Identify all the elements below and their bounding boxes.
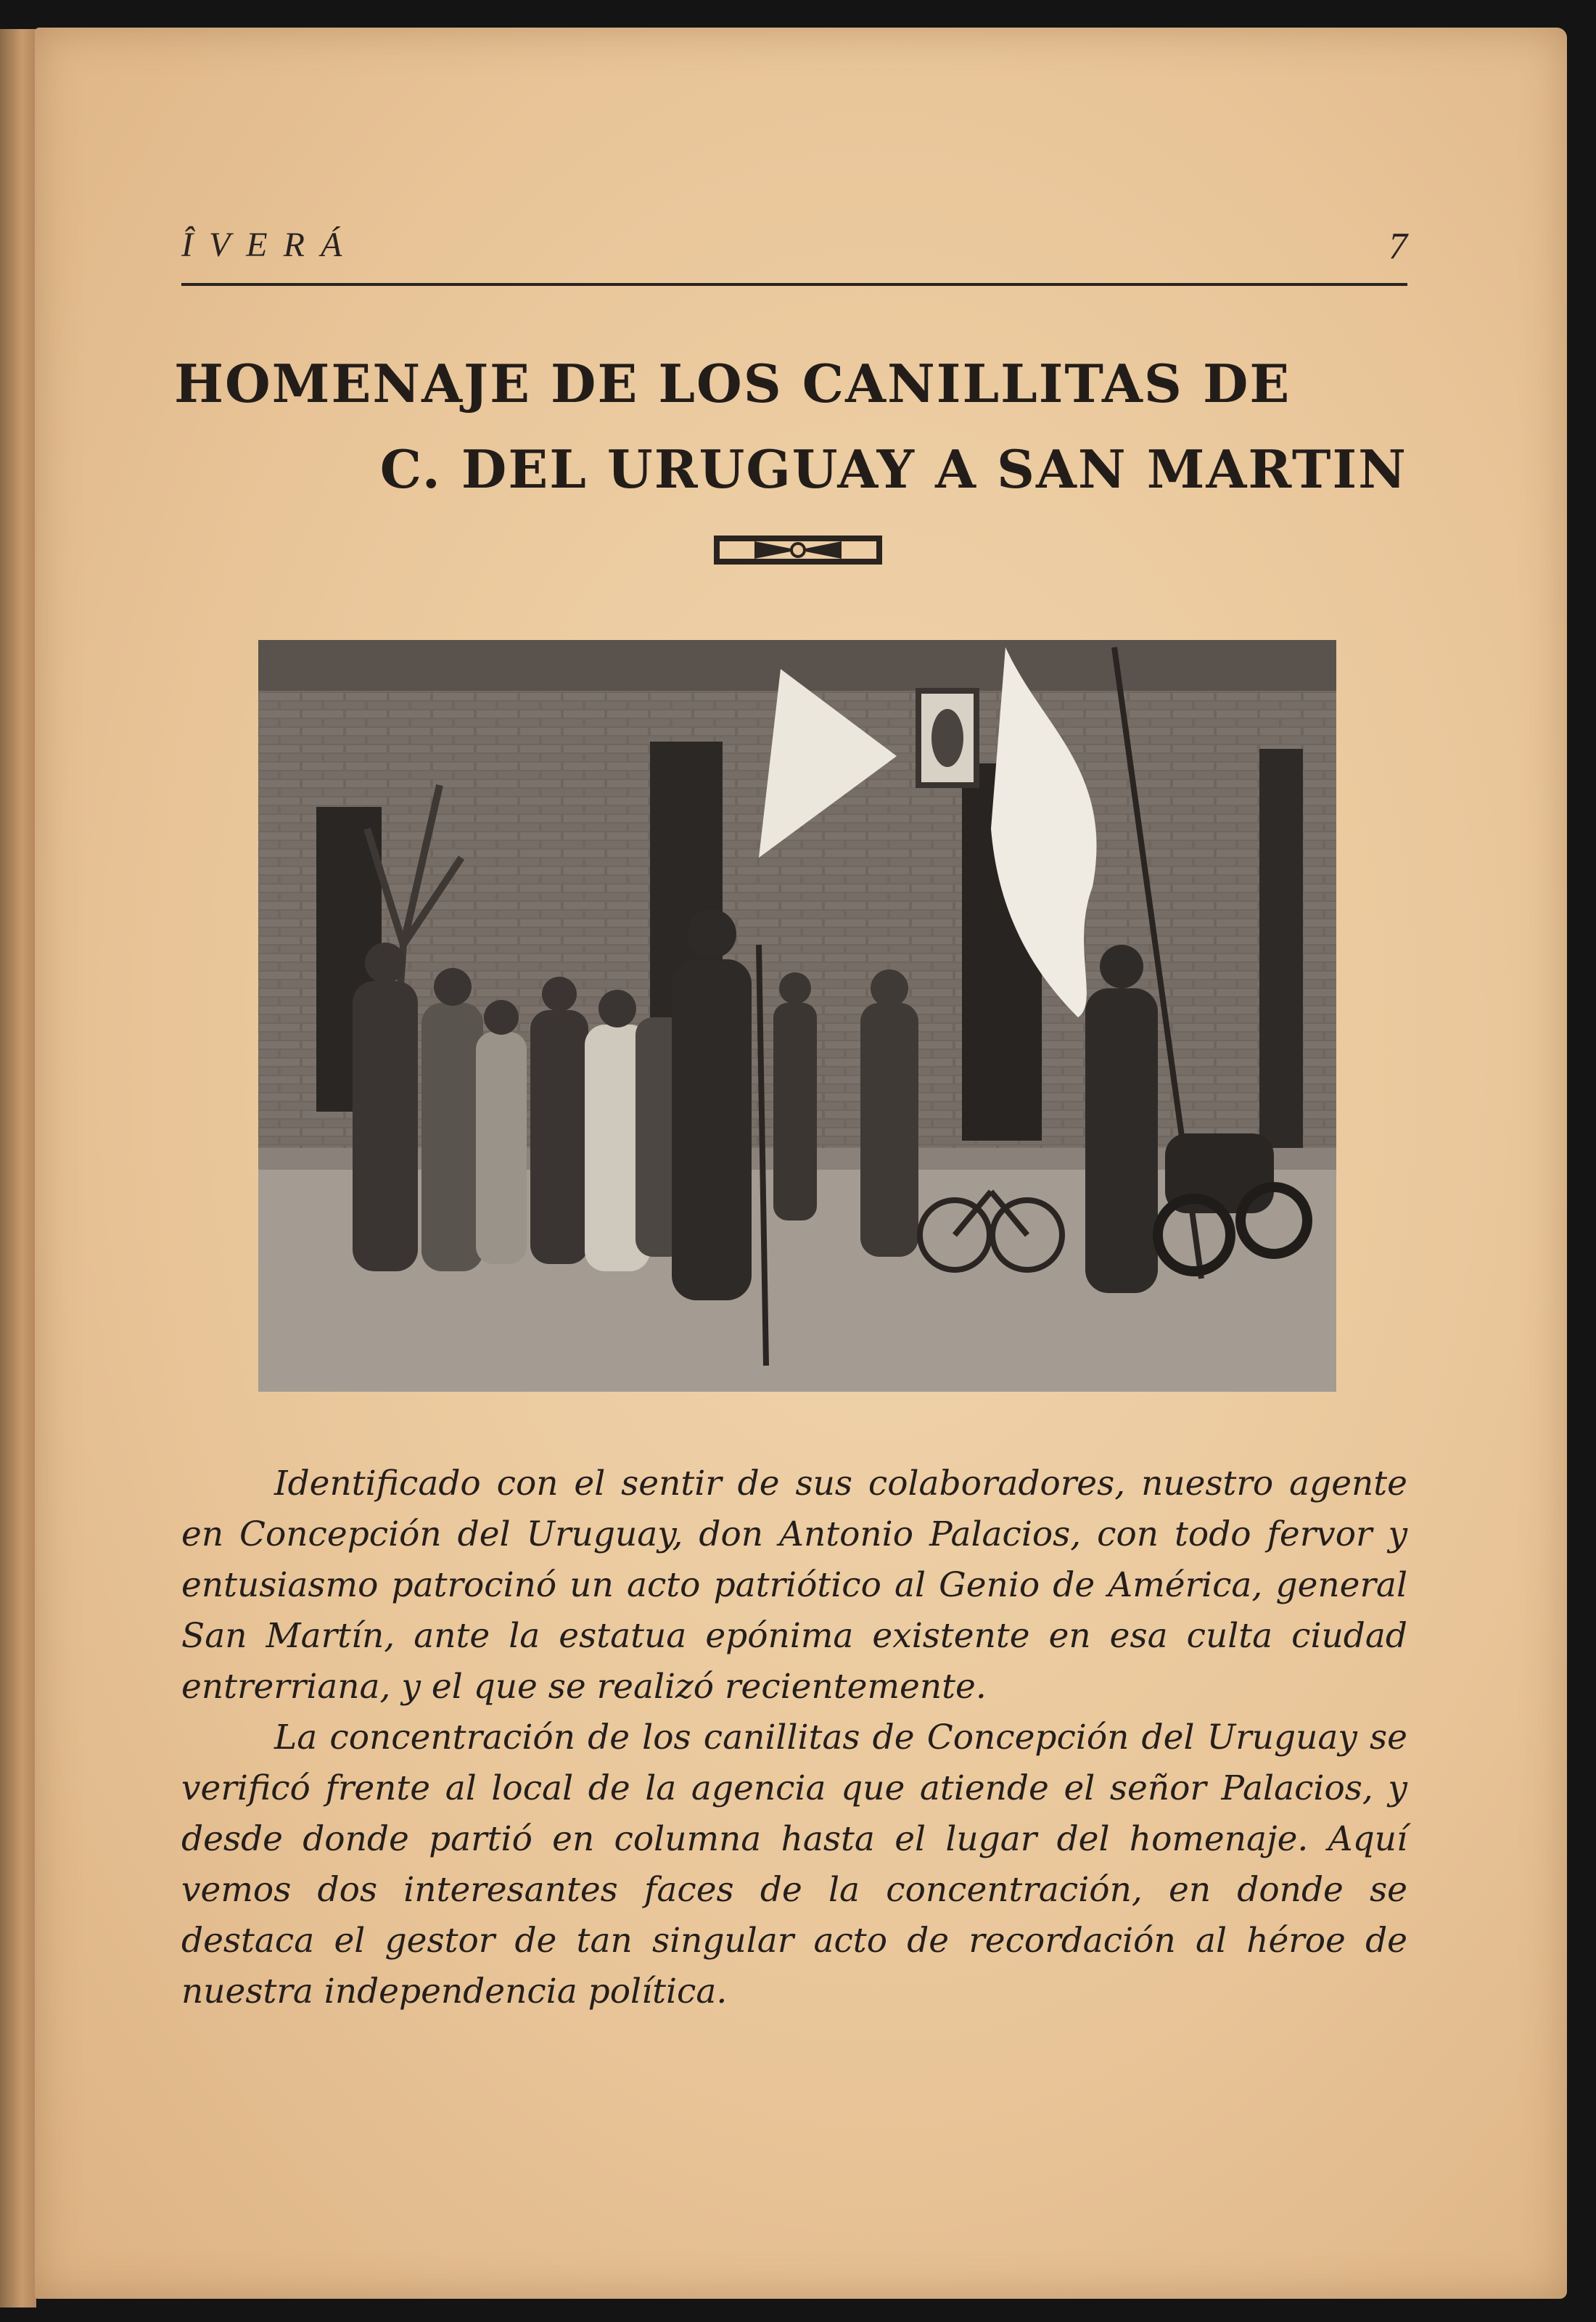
title-line-1: HOMENAJE DE LOS CANILLITAS DE <box>174 353 1291 414</box>
paragraph-2: La concentración de los canillitas de Concepción del Uruguay se verificó frente al local de la agencia que atiende el señor Palacios, y desde donde partió en columna hasta el lugar del homenaje. Aquí vemos dos interesantes faces de la concentración, en donde se destaca el gestor de tan singular acto de recordación al héroe de nuestra independencia política. <box>181 1718 1407 2011</box>
article-photo <box>258 640 1336 1392</box>
photo-street-scene <box>258 640 1336 1392</box>
paragraph-1: Identificado con el sentir de sus colaboradores, nuestro agente en Concepción del Uruguay, don Antonio Palacios, con todo fervor y entusiasmo patrocinó un acto patriótico al Genio de América, general San Martín, ante la estatua epónima existente en esa culta ciudad entrerriana, y el que se realizó recientemente. <box>181 1464 1407 1707</box>
running-head: ÎVERÁ <box>181 226 358 264</box>
page-header <box>181 225 1407 286</box>
article-body <box>181 1459 1407 2017</box>
left-page-edge <box>0 29 36 2307</box>
article-title <box>174 341 1407 512</box>
title-line-2: C. DEL URUGUAY A SAN MARTIN <box>379 438 1407 500</box>
page-number: 7 <box>1389 226 1407 267</box>
ornament-divider <box>711 530 885 570</box>
